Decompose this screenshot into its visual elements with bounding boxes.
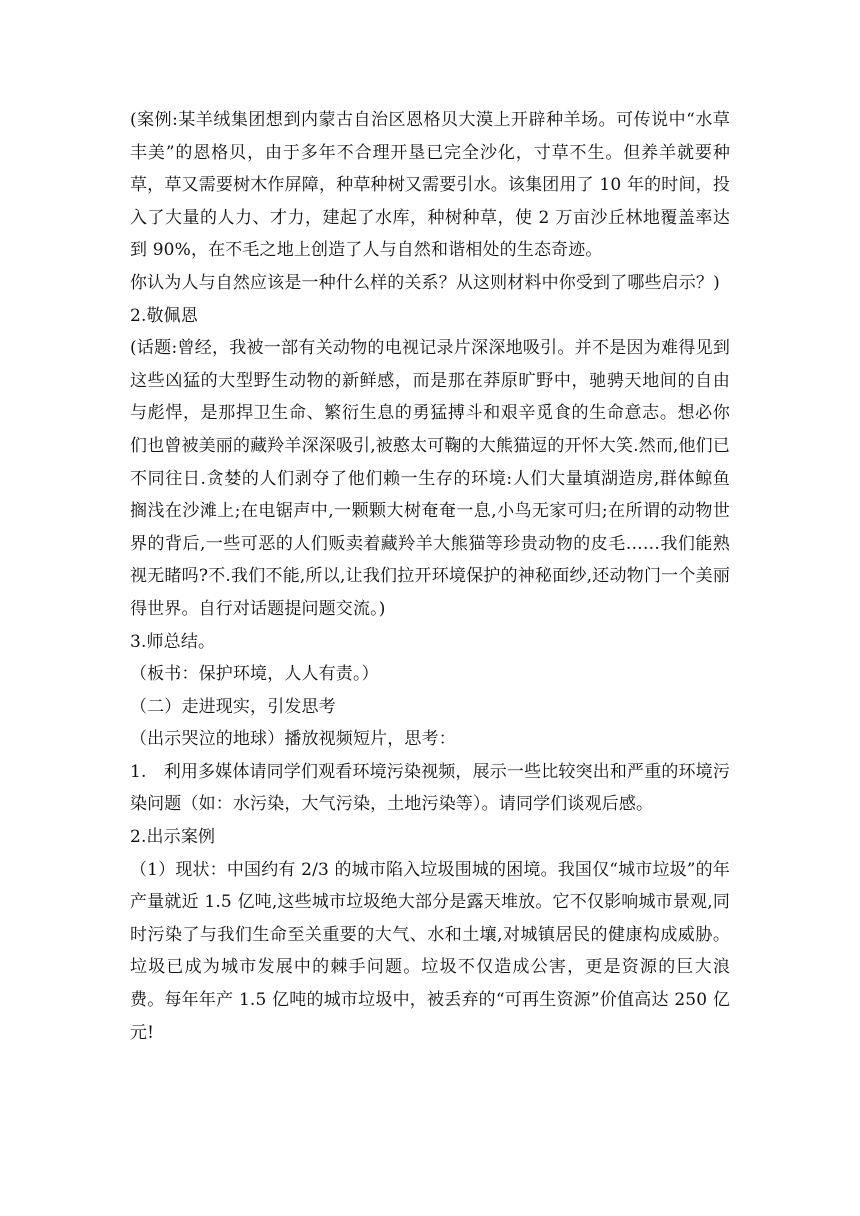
status-paragraph: （1）现状：中国约有 2/3 的城市陷入垃圾围城的困境。我国仅“城市垃圾”的年产量就近 1.5 亿吨,这些城市垃圾绝大部分是露天堆放。它不仅影响城市景观,同时污染了与我们生命至关重要的大气、水和土壤,对城镇居民的健康构成威胁。垃圾已成为城市发展中的棘手问题。垃圾不仅造成公害，更是资源的巨大浪费。每年年产 1.5 亿吨的城市垃圾中，被丢弃的“可再生资源”价值高达 250 亿元! (130, 859, 730, 1043)
part-heading-2: （二）走进现实，引发思考 (130, 696, 336, 717)
case-paragraph: (案例:某羊绒集团想到内蒙古自治区恩格贝大漠上开辟种羊场。可传说中“水草丰美”的恩格贝，由于多年不合理开垦已完全沙化，寸草不生。但养羊就要种草，草又需要树木作屏障，种草种树又需要引水。该集团用了 10 年的时间，投入了大量的人力、才力，建起了水库，种树种草，使 2 万亩沙丘林地覆盖率达到 90%，在不毛之地上创造了人与自然和谐相处的生态奇迹。 (130, 110, 730, 261)
section-heading-3: 3.师总结。 (130, 631, 216, 652)
board-note: （板书：保护环境，人人有责。） (130, 664, 379, 685)
case-question: 你认为人与自然应该是一种什么样的关系？从这则材料中你受到了哪些启示？) (130, 272, 720, 293)
document-body (130, 104, 730, 1049)
video-intro: （出示哭泣的地球）播放视频短片，思考： (130, 729, 456, 750)
section-heading-2: 2.敬佩恩 (130, 305, 198, 326)
list-item-1: 1. 利用多媒体请同学们观看环境污染视频，展示一些比较突出和严重的环境污染问题（如：水污染，大气污染，土地污染等）。请同学们谈观后感。 (130, 761, 730, 815)
list-item-2: 2.出示案例 (130, 827, 216, 848)
topic-paragraph: (话题:曾经，我被一部有关动物的电视记录片深深地吸引。并不是因为难得见到这些凶猛的大型野生动物的新鲜感，而是那在莽原旷野中，驰骋天地间的自由与彪悍，是那捍卫生命、繁衍生息的勇猛搏斗和艰辛觅食的生命意志。想必你们也曾被美丽的藏羚羊深深吸引,被憨太可鞠的大熊猫逗的开怀大笑.然而,他们已不同往日.贪婪的人们剥夺了他们赖一生存的环境:人们大量填湖造房,群体鲸鱼搁浅在沙滩上;在电锯声中,一颗颗大树奄奄一息,小鸟无家可归;在所谓的动物世界的背后,一些可恶的人们贩卖着藏羚羊大熊猫等珍贵动物的皮毛……我们能熟视无睹吗?不.我们不能,所以,让我们拉开环境保护的神秘面纱,还动物门一个美丽得世界。自行对话题提问题交流。) (130, 338, 730, 619)
